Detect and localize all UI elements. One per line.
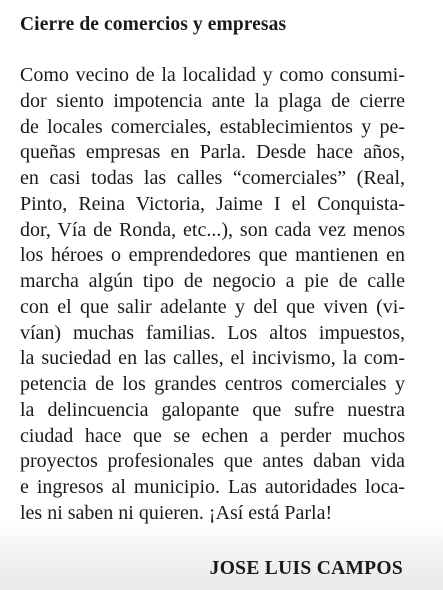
body-line: la delincuencia galopante que sufre nuestra xyxy=(20,398,405,421)
body-line: e ingresos al municipio. Las autoridades loca- xyxy=(20,476,405,498)
body-line: petencia de los grandes centros comerciales y xyxy=(20,373,405,395)
body-line: de locales comerciales, establecimientos y pe- xyxy=(20,115,405,138)
body-line: dor siento impotencia ante la plaga de cierre xyxy=(20,89,405,112)
body-line: en casi todas las calles “comerciales” (Real, xyxy=(20,167,405,189)
body-line: les ni saben ni quieren. ¡Así está Parla! xyxy=(20,501,333,524)
body-line: marcha algún tipo de negocio a pie de calle xyxy=(20,270,405,292)
body-line: dor, Vía de Ronda, etc...), son cada vez menos xyxy=(20,218,405,241)
letter-signature: JOSE LUIS CAMPOS xyxy=(209,558,403,579)
body-line: la suciedad en las calles, el incivismo, la com- xyxy=(20,347,405,370)
body-line: con el que salir adelante y del que viven (vi- xyxy=(20,295,405,318)
body-line: Pinto, Reina Victoria, Jaime I el Conquista- xyxy=(20,192,405,215)
body-line: Como vecino de la localidad y como consumi- xyxy=(20,64,405,86)
body-line: ciudad hace que se echen a perder muchos xyxy=(20,424,405,447)
letter-body xyxy=(20,63,405,527)
letter-headline: Cierre de comercios y empresas xyxy=(20,14,287,35)
body-line: los héroes o emprendedores que mantienen en xyxy=(20,244,405,267)
body-line: vían) muchas familias. Los altos impuestos, xyxy=(20,321,405,344)
body-line: queñas empresas en Parla. Desde hace años, xyxy=(20,141,405,164)
body-line: proyectos profesionales que antes daban vida xyxy=(20,450,405,473)
